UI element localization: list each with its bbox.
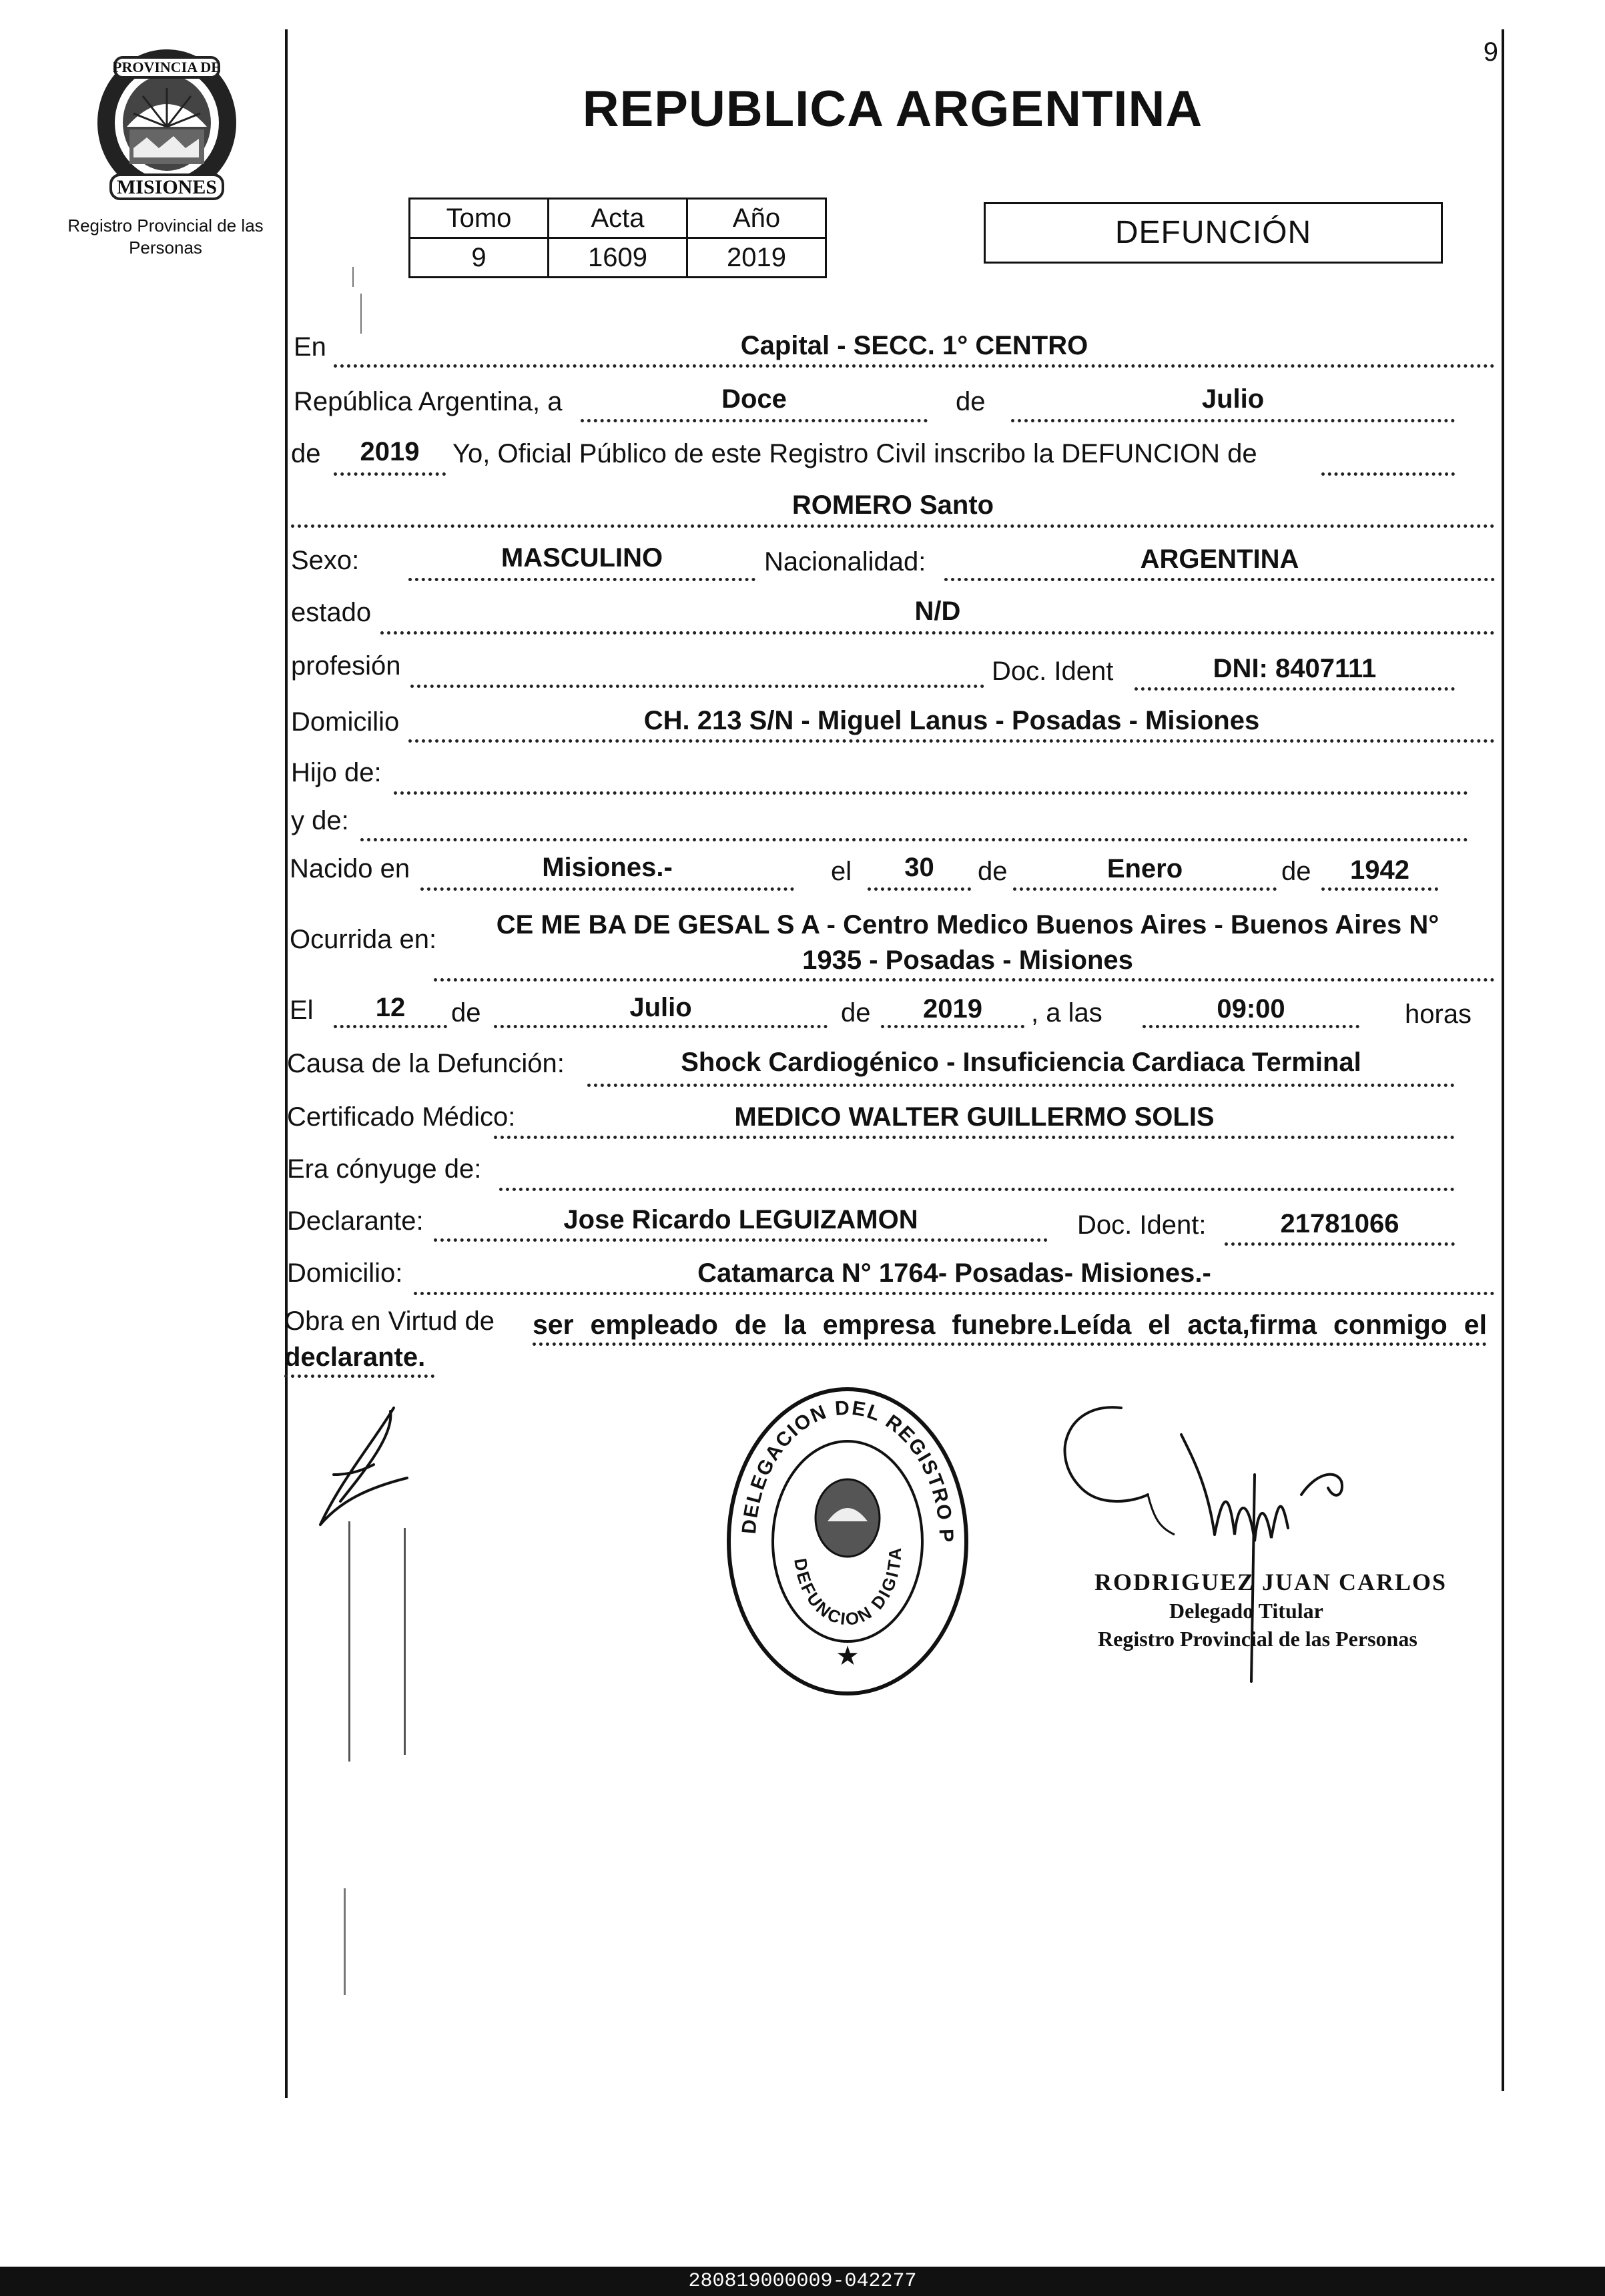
horas-label: horas: [1405, 1000, 1472, 1029]
conyuge-line: [499, 1188, 1455, 1191]
anio-value: 2019: [687, 238, 826, 278]
birth-month-line: [1013, 887, 1277, 891]
declarant-signature: [294, 1401, 427, 1535]
domicilio-value: CH. 213 S/N - Miguel Lanus - Posadas - Misiones: [643, 706, 1260, 735]
obra-label: Obra en Virtud de: [284, 1306, 495, 1336]
obra-text-2: declarante.: [284, 1343, 426, 1372]
birth-month-value: Enero: [1106, 854, 1183, 883]
birth-day-line: [868, 887, 971, 891]
hijo-line: [394, 791, 1468, 795]
de-label-2: de: [291, 439, 321, 468]
decl-domicilio-value: Catamarca N° 1764- Posadas- Misiones.-: [697, 1258, 1211, 1288]
registry-caption: Registro Provincial de las Personas: [67, 216, 264, 258]
en-label: En: [294, 332, 326, 362]
day-word-value: Doce: [721, 384, 787, 414]
republica-label: República Argentina, a: [294, 387, 563, 416]
sexo-value: MASCULINO: [501, 543, 663, 572]
nacionalidad-label: Nacionalidad:: [764, 547, 926, 577]
nacido-value: Misiones.-: [542, 853, 673, 882]
signer-role: Delegado Titular: [1169, 1599, 1323, 1623]
document-title: REPUBLICA ARGENTINA: [582, 81, 1203, 137]
anio-header: Año: [687, 199, 826, 238]
causa-label: Causa de la Defunción:: [287, 1049, 565, 1078]
birth-day-value: 30: [904, 853, 934, 882]
day-word-line: [581, 419, 928, 422]
death-time-line: [1143, 1025, 1359, 1028]
birth-year-value: 1942: [1350, 855, 1409, 885]
logo-text-bottom: MISIONES: [116, 176, 218, 198]
de-label-1: de: [956, 387, 986, 416]
ocurrida-line: [434, 978, 1495, 982]
conyuge-label: Era cónyuge de:: [287, 1154, 482, 1184]
estado-value: N/D: [914, 597, 961, 626]
deceased-name: ROMERO Santo: [791, 490, 994, 520]
certificado-label: Certificado Médico:: [287, 1102, 516, 1132]
place-value: Capital - SECC. 1° CENTRO: [740, 331, 1088, 360]
scan-mark: [352, 267, 354, 287]
ocurrida-line-2: 1935 - Posadas - Misiones: [802, 945, 1133, 975]
ocurrida-label: Ocurrida en:: [290, 925, 437, 954]
death-day-value: 12: [375, 993, 406, 1022]
sexo-line: [408, 578, 755, 581]
profesion-label: profesión: [291, 651, 401, 681]
estado-line: [380, 631, 1495, 635]
declarante-label: Declarante:: [287, 1206, 424, 1236]
page-number: 9: [1483, 37, 1498, 67]
doc-ident-value: DNI: 8407111: [1213, 654, 1377, 683]
causa-line: [587, 1084, 1455, 1087]
causa-value: Shock Cardiogénico - Insuficiencia Cardiaca Terminal: [681, 1048, 1361, 1077]
right-margin-tick: [1502, 40, 1504, 67]
right-margin-line: [1502, 29, 1504, 2091]
death-month-line: [494, 1025, 828, 1028]
death-time-value: 09:00: [1217, 994, 1285, 1024]
death-day-line: [334, 1025, 447, 1028]
declarante-value: Jose Ricardo LEGUIZAMON: [563, 1205, 918, 1234]
doc-ident-line: [1135, 687, 1455, 691]
book-reference-table: [408, 198, 827, 278]
registry-stamp: [721, 1385, 974, 1698]
scan-mark: [360, 294, 362, 334]
obra-line-1: [533, 1343, 1487, 1346]
profesion-line: [410, 685, 984, 688]
doc-ident-label: Doc. Ident: [992, 657, 1114, 686]
scan-mark: [404, 1528, 406, 1755]
hijo-label: Hijo de:: [291, 758, 382, 787]
estado-label: estado: [291, 598, 372, 627]
el-label: el: [831, 857, 852, 886]
y-de-line: [360, 838, 1468, 841]
de-label-3: de: [978, 857, 1008, 886]
stamp-outer-text: DELEGACION DEL REGISTRO P: [738, 1397, 958, 1544]
de-label-6: de: [841, 998, 871, 1028]
month-line: [1011, 419, 1455, 422]
place-line: [334, 364, 1495, 368]
domicilio-label: Domicilio: [291, 707, 400, 737]
decl-doc-line: [1225, 1242, 1455, 1246]
death-year-line: [881, 1025, 1024, 1028]
year-line: [334, 472, 446, 476]
nacido-label: Nacido en: [290, 854, 410, 883]
sexo-label: Sexo:: [291, 546, 360, 575]
stamp-inner-text: DEFUNCION DIGITA: [790, 1545, 906, 1630]
obra-line-2: [284, 1375, 434, 1378]
obra-text-1: ser empleado de la empresa funebre.Leída el acta,firma conmigo el: [533, 1309, 1487, 1340]
year-value: 2019: [360, 437, 420, 466]
signer-office: Registro Provincial de las Personas: [1098, 1627, 1417, 1651]
month-value: Julio: [1201, 384, 1265, 414]
decl-doc-value: 21781066: [1280, 1209, 1399, 1238]
tomo-header: Tomo: [410, 199, 549, 238]
record-type-box: DEFUNCIÓN: [984, 202, 1443, 264]
decl-doc-label: Doc. Ident:: [1077, 1210, 1207, 1240]
oficial-tail-line: [1321, 472, 1455, 476]
certificado-line: [494, 1136, 1455, 1139]
death-year-value: 2019: [923, 994, 982, 1024]
deceased-line: [291, 524, 1495, 528]
nacionalidad-line: [944, 578, 1495, 581]
decl-domicilio-label: Domicilio:: [287, 1258, 403, 1288]
nacionalidad-value: ARGENTINA: [1140, 544, 1299, 574]
decl-domicilio-line: [414, 1292, 1495, 1295]
scan-mark: [344, 1888, 346, 1995]
de-label-5: de: [451, 998, 481, 1028]
y-de-label: y de:: [291, 806, 349, 835]
signer-name: RODRIGUEZ JUAN CARLOS: [1094, 1569, 1448, 1595]
oficial-text: Yo, Oficial Público de este Registro Civil inscribo la DEFUNCION de: [452, 439, 1257, 468]
acta-header: Acta: [549, 199, 687, 238]
a-las-label: , a las: [1031, 998, 1102, 1028]
tomo-value: 9: [410, 238, 549, 278]
footer-document-id: 280819000009-042277: [0, 2267, 1605, 2296]
domicilio-line: [408, 739, 1495, 743]
declarante-line: [434, 1238, 1048, 1242]
logo-text-top: PROVINCIA DE: [113, 59, 221, 75]
ocurrida-line-1: CE ME BA DE GESAL S A - Centro Medico Buenos Aires - Buenos Aires N°: [496, 910, 1439, 939]
certificado-value: MEDICO WALTER GUILLERMO SOLIS: [734, 1102, 1215, 1132]
death-month-value: Julio: [629, 993, 692, 1022]
nacido-line: [420, 887, 794, 891]
el-cap-label: El: [290, 996, 314, 1025]
stamp-star-icon: ★: [836, 1641, 860, 1671]
acta-value: 1609: [549, 238, 687, 278]
scan-mark: [348, 1521, 350, 1762]
birth-year-line: [1321, 887, 1438, 891]
de-label-4: de: [1281, 857, 1311, 886]
